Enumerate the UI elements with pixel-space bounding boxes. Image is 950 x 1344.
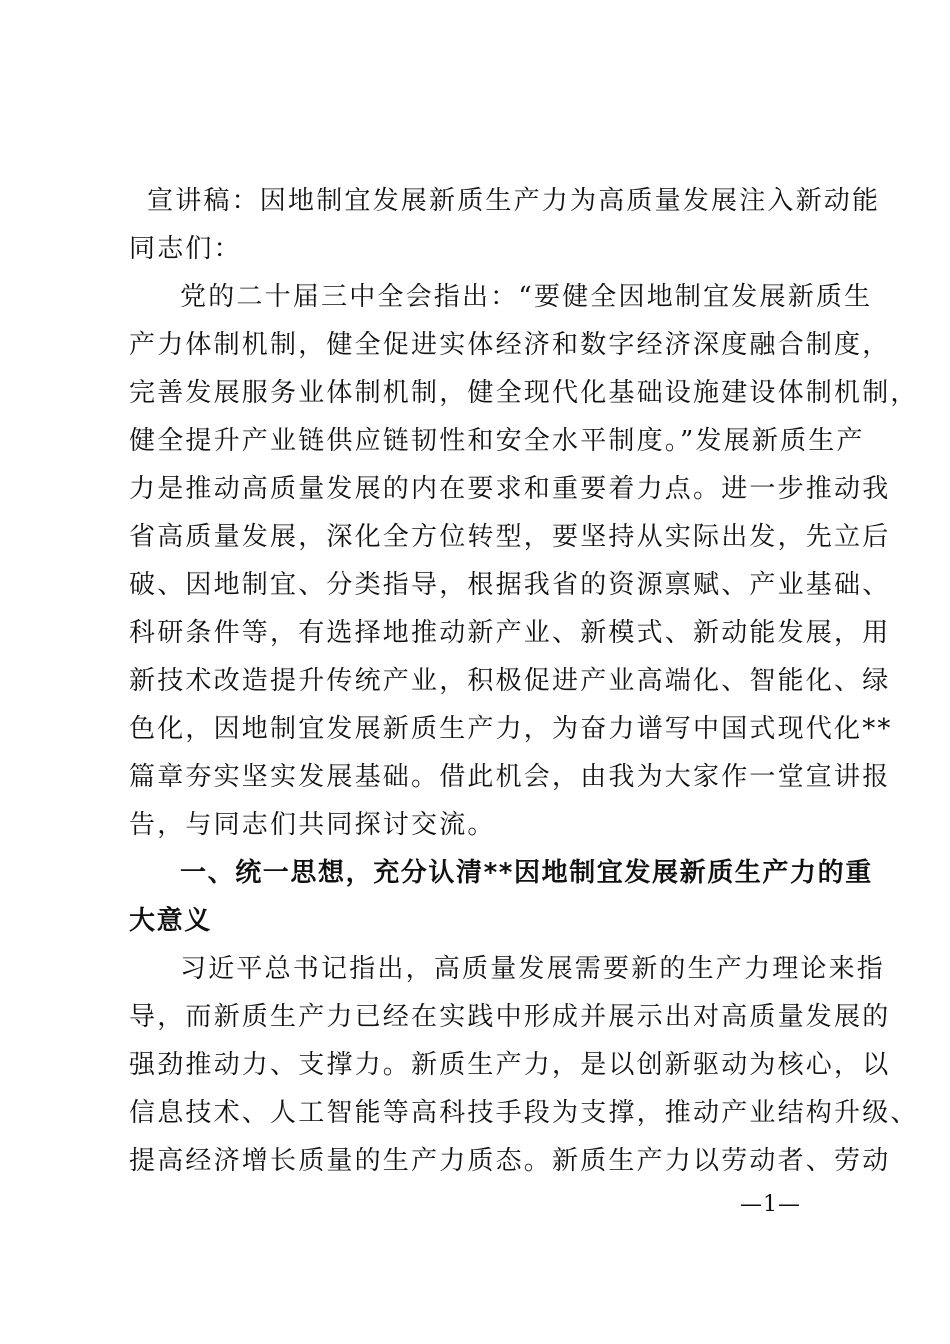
paragraph-line: 破、因地制宜、分类指导，根据我省的资源禀赋、产业基础、 — [129, 570, 891, 600]
paragraph-line: 提高经济增长质量的生产力质态。新质生产力以劳动者、劳动 — [129, 1146, 891, 1176]
paragraph-line: 信息技术、人工智能等高科技手段为支撑，推动产业结构升级、 — [129, 1098, 919, 1128]
paragraph-line: 习近平总书记指出，高质量发展需要新的生产力理论来指 — [180, 954, 886, 984]
paragraph-line: 科研条件等，有选择地推动新产业、新模式、新动能发展，用 — [129, 618, 891, 648]
paragraph-line: 告，与同志们共同探讨交流。 — [129, 810, 496, 840]
paragraph-line: 完善发展服务业体制机制，健全现代化基础设施建设体制机制， — [129, 378, 919, 408]
paragraph-line: 力是推动高质量发展的内在要求和重要着力点。进一步推动我 — [129, 474, 891, 504]
page-number: —1— — [740, 1192, 801, 1217]
paragraph-line: 产力体制机制，健全促进实体经济和数字经济深度融合制度， — [129, 330, 891, 360]
paragraph-line: 导，而新质生产力已经在实践中形成并展示出对高质量发展的 — [129, 1002, 891, 1032]
salutation: 同志们： — [129, 234, 242, 264]
paragraph-line: 强劲推动力、支撑力。新质生产力，是以创新驱动为核心，以 — [129, 1050, 891, 1080]
paragraph-line: 新技术改造提升传统产业，积极促进产业高端化、智能化、绿 — [129, 666, 891, 696]
heading-line: 一、统一思想，充分认清**因地制宜发展新质生产力的重 — [180, 858, 873, 888]
paragraph-line: 色化，因地制宜发展新质生产力，为奋力谱写中国式现代化** — [129, 714, 893, 744]
paragraph-line: 省高质量发展，深化全方位转型，要坚持从实际出发，先立后 — [129, 522, 891, 552]
paragraph-line: 篇章夯实坚实发展基础。借此机会，由我为大家作一堂宣讲报 — [129, 762, 891, 792]
heading-line: 大意义 — [129, 906, 212, 936]
document-title: 宣讲稿：因地制宜发展新质生产力为高质量发展注入新动能 — [147, 186, 881, 216]
paragraph-line: 党的二十届三中全会指出：“要健全因地制宜发展新质生 — [180, 282, 873, 312]
paragraph-line: 健全提升产业链供应链韧性和安全水平制度。”发展新质生产 — [129, 426, 865, 456]
